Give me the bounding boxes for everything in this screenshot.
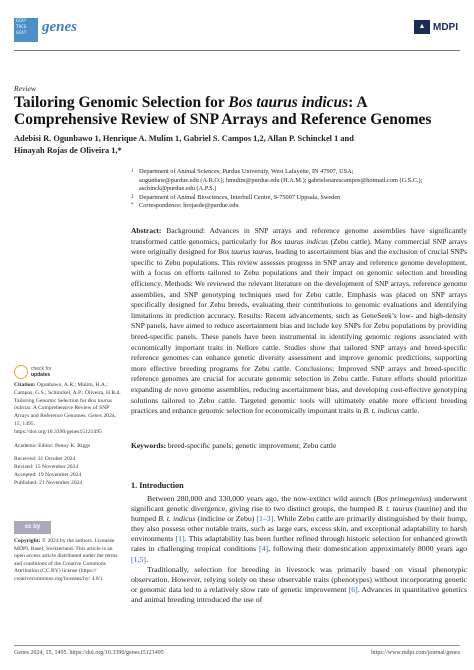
affiliation-number xyxy=(131,177,139,186)
reference-link[interactable]: [1,5] xyxy=(131,554,146,564)
intro-italic: B. t. taurus xyxy=(377,504,413,514)
abstract-text: cattle. xyxy=(399,406,420,416)
authors-line-1[interactable]: Adebisi R. Ogunbawo 1, Henrique A. Mulim 1, Gabriel S. Campos 1,2, Allan P. Schinckel 1 and xyxy=(14,134,354,143)
title-part: Tailoring Genomic Selection for xyxy=(14,94,229,111)
check-updates-icon xyxy=(14,365,28,379)
intro-text: (indicine or Zebu) xyxy=(195,514,257,524)
journal-logo xyxy=(14,18,38,42)
title-part-italic: Bos taurus indicus xyxy=(228,94,349,111)
logo-line: GCAT xyxy=(16,19,27,24)
updates-line: check for xyxy=(31,366,52,372)
article-title xyxy=(14,94,460,128)
publisher-name: MDPI xyxy=(433,21,458,33)
abstract-text: , leading to ascertainment bias and the exclusion of crucial SNPs specific to Zebu populations. This review assesses progress in SNP array and reference genome development, with a focus on efforts tailored to Zebu populations and their impact on genomic selection and breeding efficiency. Methods: We reviewed the relevant literature on the development of SNP arrays, reference genome assemblies, and SNP genotyping techniques used for Zebu cattle. Emphasis was placed on SNP arrays specifically designed for Zebu breeds, evaluating their contributions to genomic evaluations and identifying limitations in prediction accuracy. Results: Recent advancements, such as GeneSeek’s low- and high-density SNP panels, have aimed to reduce ascertainment bias and include key SNPs for Zebu populations by providing breed-specific panels. These panels have been instrumental in identifying genomic regions associated with economically important traits in Nellore cattle. Studies show that tailored SNP arrays and breed-specific reference genomes can enhance genetic diversity assessment and improve genomic predictions, supporting more effective breeding programs for Zebu cattle. Conclusions: Improved SNP arrays and breed-specific reference genomes are crucial for accurate genomic selection in Zebu cattle. Future efforts should prioritize expanding xyxy=(131,247,468,394)
citation-doi[interactable]: 2024, 15, 1495. https://doi.org/10.3390/genes15121495 xyxy=(14,413,117,435)
footer-citation[interactable]: Genes 2024, 15, 1495. https://doi.org/10.3390/genes15121495 xyxy=(14,650,164,656)
abstract-text: genome assemblies, reducing ascertainment bias, and developing cost-effective genotyping solutions tailored to Zebu cattle. Targeted genomic tools will ultimately enable more efficient breeding practices and enhance genomic selection for economically important traits in xyxy=(131,384,467,416)
affiliation-number: 1 xyxy=(131,169,134,174)
intro-italic: Bos primegenius xyxy=(376,494,429,503)
cc-license-badge[interactable]: cc by xyxy=(14,521,51,534)
affiliation-emails[interactable]: aschinck@purdue.edu (A.P.S.) xyxy=(139,185,217,193)
affiliation-row xyxy=(131,177,466,186)
abstract-text: (Zebu cattle). Many commercial SNP arrays were originally designed for xyxy=(131,236,468,257)
sidebar-metadata xyxy=(14,382,124,488)
correspondence-email[interactable]: Correspondence: hrojasde@purdue.edu xyxy=(139,202,239,210)
citation-journal: Genes xyxy=(88,413,103,420)
affiliation-row xyxy=(131,194,466,203)
footer-divider xyxy=(14,645,460,646)
reference-link[interactable]: [1] xyxy=(175,534,185,544)
copyright-text: © 2024 by the authors. Licensee MDPI, Basel, Switzerland. This article is an open access article distributed under the terms and conditions of the Creative Commons Attribution (CC BY) license (https:// creativecommons.org/licenses/by/ 4.0/). xyxy=(14,538,118,582)
affiliation-emails[interactable]: aogunbaw@purdue.edu (A.R.O.); hmulim@purdue.edu (H.A.M.); gabrielsoarescampos@hotmail.com (G.S.C.); xyxy=(139,176,423,184)
intro-text: . While Zebu cattle are primarily distinguished by their hump, they also possess other notable traits, such as large ears, excess skin, and exceptional adaptability to harsh environments xyxy=(131,514,468,544)
abstract xyxy=(131,226,467,417)
publisher-logo[interactable] xyxy=(414,20,458,34)
abstract-text: Background: Advances in SNP arrays and reference genome assemblies have significantly transformed cattle genomics, particularly for xyxy=(131,226,467,246)
abstract-label: Abstract: xyxy=(131,226,162,235)
abstract-italic: Bos taurus indicus xyxy=(270,236,328,246)
intro-text: Traditionally, selection for breeding in livestock was primarily based on visual phenotypic observation. However, relying solely on these observable traits (phenotypes) without incorporating genetic or genomic data led to a relatively slow rate of genetic improvement xyxy=(131,564,467,594)
reference-link[interactable]: [1–3] xyxy=(256,514,274,524)
correspondence-row xyxy=(131,202,466,211)
intro-italic: B. t. indicus xyxy=(158,514,196,524)
authors-line-2[interactable]: Hinayah Rojas de Oliveira 1,* xyxy=(14,145,122,155)
introduction-body xyxy=(131,494,467,605)
academic-editor: Academic Editor: Penny K. Riggs xyxy=(14,442,91,449)
copyright-label: Copyright: xyxy=(14,538,41,544)
affiliation-number: * xyxy=(131,203,134,209)
affiliation-text: Department of Animal Biosciences, Interbull Centre, S-75007 Uppsala, Sweden xyxy=(139,193,341,201)
abstract-italic: Bos taurus taurus xyxy=(218,247,272,257)
check-for-updates-button[interactable] xyxy=(14,365,51,379)
intro-text: . Advances in quantitative genetics and animal breeding introduced the use of xyxy=(131,584,467,604)
date-accepted: Accepted: 19 November 2024 xyxy=(14,471,82,478)
citation-text: : A Comprehensive Review of SNP Arrays and Reference Genomes. xyxy=(14,405,110,420)
reference-link[interactable]: [4] xyxy=(258,544,269,554)
footer-journal-link[interactable]: https://www.mdpi.com/journal/genes xyxy=(371,650,460,656)
intro-paragraph-2 xyxy=(131,565,467,605)
keywords xyxy=(131,441,467,451)
date-published: Published: 21 November 2024 xyxy=(14,479,83,486)
intro-text: . This adaptability has been further refined through historic selection for enhanced growth rates in challenging tropical conditions xyxy=(131,534,468,554)
keywords-label: Keywords: xyxy=(131,441,166,450)
intro-paragraph-1 xyxy=(131,494,467,565)
intro-text: Between 280,000 and 330,000 years ago, the now-extinct wild auroch ( xyxy=(147,494,377,503)
abstract-italic: de novo xyxy=(164,384,189,394)
logo-line: GCAT xyxy=(16,31,27,36)
intro-text: (taurine) and the humped xyxy=(131,504,468,524)
abstract-italic: B. t. indicus xyxy=(363,406,400,416)
section-heading: 1. Introduction xyxy=(131,481,184,490)
article-type: Review xyxy=(14,84,36,93)
citation-text: Ogunbawo, A.R.; Mulim, H.A.; Campos, G.S.; Schinckel, A.P.; Oliveira, H.R.d. Tailoring Genomic Selection for xyxy=(14,382,121,404)
author-list xyxy=(14,133,460,156)
date-revised: Revised: 15 November 2024 xyxy=(14,464,79,471)
affiliation-number: 2 xyxy=(131,194,134,200)
updates-line: updates xyxy=(31,372,51,378)
check-updates-label xyxy=(31,366,51,378)
citation-italic: Bos taurus indicus xyxy=(14,397,112,412)
affiliations xyxy=(131,168,466,211)
mdpi-icon: ▲ xyxy=(414,20,430,34)
affiliation-row xyxy=(131,168,466,177)
intro-text: ) underwent significant genetic divergence, giving rise to two distinct groups, the humped xyxy=(131,494,467,514)
intro-text: . xyxy=(145,554,148,564)
header-divider xyxy=(14,50,460,51)
affiliation-number xyxy=(131,185,139,194)
affiliation-text: Department of Animal Sciences, Purdue University, West Lafayette, IN 47907, USA; xyxy=(139,168,354,175)
keywords-text: breed-specific panels; genetic improvement; Zebu cattle xyxy=(166,441,337,450)
copyright-notice xyxy=(14,538,124,584)
date-received: Received: 31 October 2024 xyxy=(14,456,76,463)
reference-link[interactable]: [6] xyxy=(348,584,358,594)
title-part: : A Comprehensive Review of SNP Arrays and Reference Genomes xyxy=(14,94,432,128)
affiliation-row xyxy=(131,185,466,194)
citation xyxy=(14,382,124,437)
intro-text: , following their domestication approximately 8000 years ago xyxy=(268,544,468,554)
citation-label: Citation: xyxy=(14,382,36,388)
logo-line: TACG xyxy=(16,25,27,30)
journal-name[interactable]: genes xyxy=(42,19,77,35)
